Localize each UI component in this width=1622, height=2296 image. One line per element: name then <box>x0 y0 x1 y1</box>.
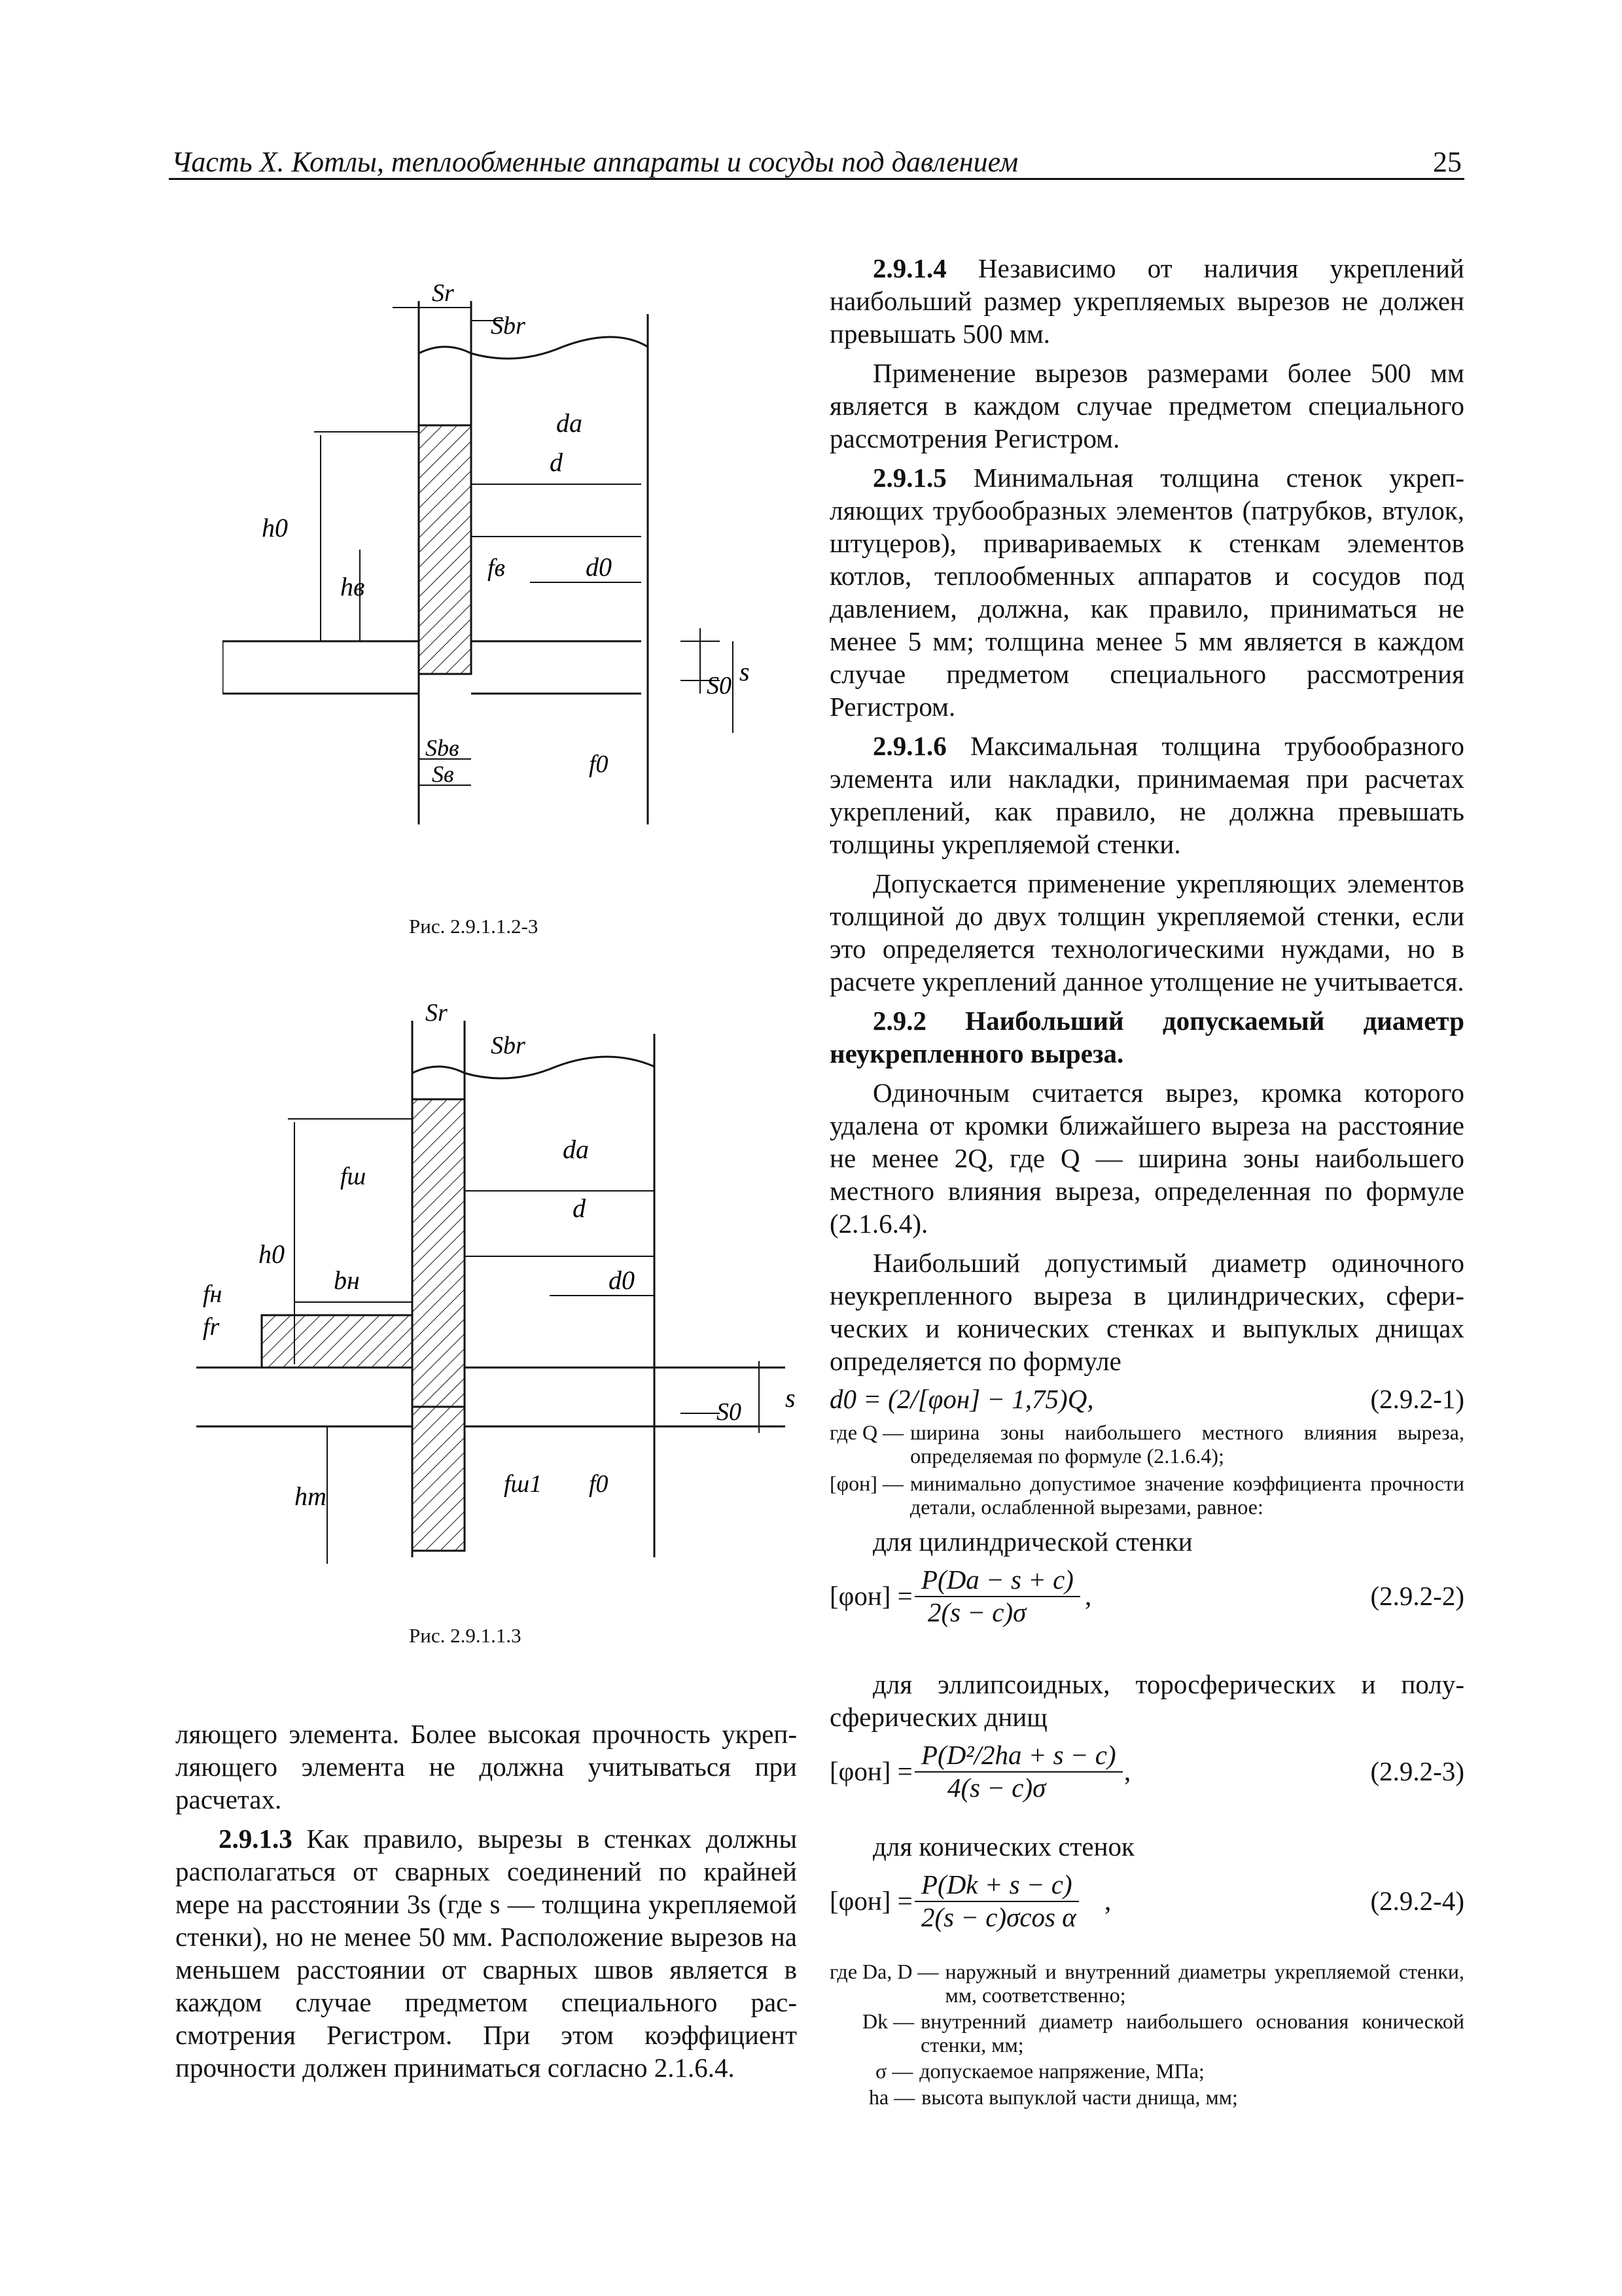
running-header <box>169 145 1464 180</box>
label-fsh: fш <box>340 1163 366 1190</box>
formula-numerator: P(Dk + s − c) <box>915 1868 1079 1902</box>
formula-lhs: [φон] = <box>830 1581 913 1611</box>
label-hv: hв <box>340 572 365 601</box>
label-da: da <box>556 408 582 438</box>
label-sv: Sв <box>432 761 454 787</box>
definition-text: наружный и внутренний диаметры укрепляемой стенки, мм, соответственно; <box>945 1960 1464 2007</box>
clause-number: 2.9.1.4 <box>873 253 947 283</box>
definition-term: [φон] — <box>830 1472 904 1495</box>
definition-text: допускаемое напряжение, МПа; <box>919 2059 1205 2083</box>
label-fn: fн <box>203 1280 222 1308</box>
definition-term: Dk — <box>862 2009 915 2033</box>
label-sr: Sr <box>432 279 454 307</box>
where-list-1 <box>830 1421 1464 1519</box>
definition-item <box>830 2009 1464 2057</box>
definition-term: где Da, D — <box>830 1960 939 1983</box>
paragraph-continuation: ляющего элемента. Более высокая прочность укрепляющего элемента не должна учитываться при расчетах. <box>175 1719 797 1814</box>
label-s: s <box>739 657 750 686</box>
definition-term: σ — <box>875 2059 913 2083</box>
label-d-2: d <box>573 1193 586 1223</box>
paragraph: Наибольший допустимый диаметр одиночного неукрепленного выреза в цилиндрических, сферических и конических стенках и выпуклых днищах определяется по формуле <box>830 1248 1464 1376</box>
definition-text: ширина зоны наибольшего местного влияния выреза, определяемая по формуле (2.1.6.4); <box>910 1421 1464 1468</box>
formula-2-9-2-4 <box>830 1868 1464 1934</box>
paragraph: Допускается применение укрепляющих элементов толщиной до двух толщин укрепляемой стенки, если это определяется технологическими нуждами, но в расчете укреплений данное утолщение не учитывается. <box>830 868 1464 997</box>
paragraph-2-9-1-6 <box>830 730 1464 860</box>
paragraph-2-9-1-4 <box>830 252 1464 350</box>
label-sbr-2: Sbr <box>491 1032 525 1059</box>
figure-2-9-1-1-2-3 <box>222 275 811 824</box>
formula-tail: , <box>1104 1886 1112 1916</box>
figure-1-caption: Рис. 2.9.1.1.2-3 <box>409 915 538 938</box>
formula-intro: для конических стенок <box>873 1831 1135 1862</box>
right-column <box>830 252 1464 2109</box>
formula-2-9-2-1 <box>830 1383 1464 1415</box>
definition-text: минимально допустимое значение коэффициента прочности детали, ослабленной вырезами, равное: <box>909 1472 1464 1519</box>
definition-item <box>830 2085 1464 2109</box>
where-list-2 <box>830 1960 1464 2109</box>
clause-number: 2.9.1.6 <box>873 731 947 761</box>
label-h0: h0 <box>262 513 288 542</box>
formula-intro: для эллипсоидных, торосферических и полусферических днищ <box>830 1669 1464 1732</box>
formula-lhs: [φон] = <box>830 1886 913 1916</box>
formula-tail: , <box>1085 1581 1092 1611</box>
figure-2-caption: Рис. 2.9.1.1.3 <box>409 1624 521 1647</box>
label-d0: d0 <box>586 552 612 582</box>
definition-term: ha — <box>869 2085 915 2109</box>
label-s0: S0 <box>707 672 732 699</box>
definition-term: где Q — <box>830 1421 904 1444</box>
paragraph: Применение вырезов размерами более 500 мм является в каждом случае предметом специального рассмотрения Регистром. <box>830 358 1464 453</box>
formula-number: (2.9.2-4) <box>1370 1886 1464 1916</box>
paragraph: Одиночным считается вырез, кромка которого удалена от кромки ближайшего выреза на расстояние не менее 2Q, где Q — ширина зоны наибольшего местного влияния выреза, определенная по формуле (2.1.6.4). <box>830 1078 1464 1239</box>
formula-body: d0 = (2/[φон] − 1,75)Q, <box>830 1384 1094 1414</box>
definition-text: внутренний диаметр наибольшего основания конической стенки, мм; <box>921 2009 1464 2057</box>
label-sbv: Sbв <box>425 735 459 761</box>
clause-number: 2.9.1.3 <box>219 1824 292 1854</box>
label-s-2: s <box>785 1383 796 1413</box>
formula-number: (2.9.2-3) <box>1370 1756 1464 1786</box>
label-fv: fв <box>487 554 506 582</box>
clause-text: Минимальная толщина стенок укрепляющих трубообразных элементов (патрубков, втулок, штуцеров), привариваемых к стенкам элементов котлов, теплообменных аппаратов и сосудов под давлением, должна, как правило, приниматься не менее 5 мм; толщина менее 5 мм является в каждом случае предметом специального рассмотрения Регистром. <box>830 463 1464 722</box>
figure-2-9-1-1-3 <box>196 995 818 1570</box>
label-da-2: da <box>563 1135 589 1164</box>
formula-number: (2.9.2-1) <box>1370 1384 1464 1414</box>
formula-2-9-2-2 <box>830 1563 1464 1629</box>
clause-number: 2.9.1.5 <box>873 463 947 493</box>
label-f0-2: f0 <box>589 1470 608 1498</box>
definition-item <box>830 1421 1464 1468</box>
label-sbr: Sbr <box>491 312 525 340</box>
header-title: Часть X. Котлы, теплообменные аппараты и сосуды под давлением <box>171 146 1019 178</box>
formula-denominator: 2(s − c)σcos α <box>921 1902 1076 1932</box>
paragraph-2-9-1-5 <box>830 461 1464 723</box>
formula-denominator: 2(s − c)σ <box>928 1597 1027 1627</box>
label-d: d <box>550 448 563 477</box>
clause-text: Максимальная толщина трубообразного элемента или накладки, принимаемая при расчетах укреплений, как правило, не должна превышать толщины укрепляемой стенки. <box>830 731 1464 859</box>
label-f0: f0 <box>589 751 608 778</box>
definition-item <box>830 2059 1464 2083</box>
formula-numerator: P(D²/2ha + s − c) <box>915 1739 1123 1773</box>
clause-text: Как правило, вырезы в стенках должны располагаться от сварных соединений по крайней мере на расстоянии 3s (где s — толщина укрепляемой стенки), но не менее 50 мм. Расположение вырезов на меньшем расстоянии от сварных швов является в каждом случае предметом специального рассмотрения Регистром. При этом коэффициент прочности должен приниматься согласно 2.1.6.4. <box>175 1824 797 2083</box>
label-h0-2: h0 <box>258 1239 285 1269</box>
formula-numerator: P(Da − s + c) <box>915 1563 1080 1597</box>
left-column <box>175 1718 797 2084</box>
page-number: 25 <box>1433 146 1462 178</box>
definition-item <box>830 1472 1464 1519</box>
section-heading-2-9-2: 2.9.2 Наибольший допускаемый диаметр неукрепленного выреза. <box>830 1006 1464 1069</box>
label-sr-2: Sr <box>425 999 448 1027</box>
label-fsh1: fш1 <box>504 1470 542 1498</box>
formula-2-9-2-3 <box>830 1739 1464 1804</box>
formula-number: (2.9.2-2) <box>1370 1581 1464 1611</box>
label-d0-2: d0 <box>608 1265 635 1295</box>
definition-text: высота выпуклой части днища, мм; <box>921 2085 1238 2109</box>
paragraph-2-9-1-3 <box>175 1822 797 2084</box>
formula-denominator: 4(s − c)σ <box>947 1773 1046 1803</box>
clause-text: Независимо от наличия укреплений наибольший размер укрепляемых вырезов не должен превышать 500 мм. <box>830 253 1464 349</box>
formula-tail: , <box>1124 1756 1131 1786</box>
label-bn: bн <box>334 1265 360 1295</box>
formula-lhs: [φон] = <box>830 1756 913 1786</box>
label-s0-2: S0 <box>716 1398 741 1426</box>
label-fr: fr <box>203 1313 220 1341</box>
label-hm: hm <box>294 1481 326 1511</box>
formula-intro: для цилиндрической стенки <box>873 1527 1193 1557</box>
definition-item <box>830 1960 1464 2007</box>
